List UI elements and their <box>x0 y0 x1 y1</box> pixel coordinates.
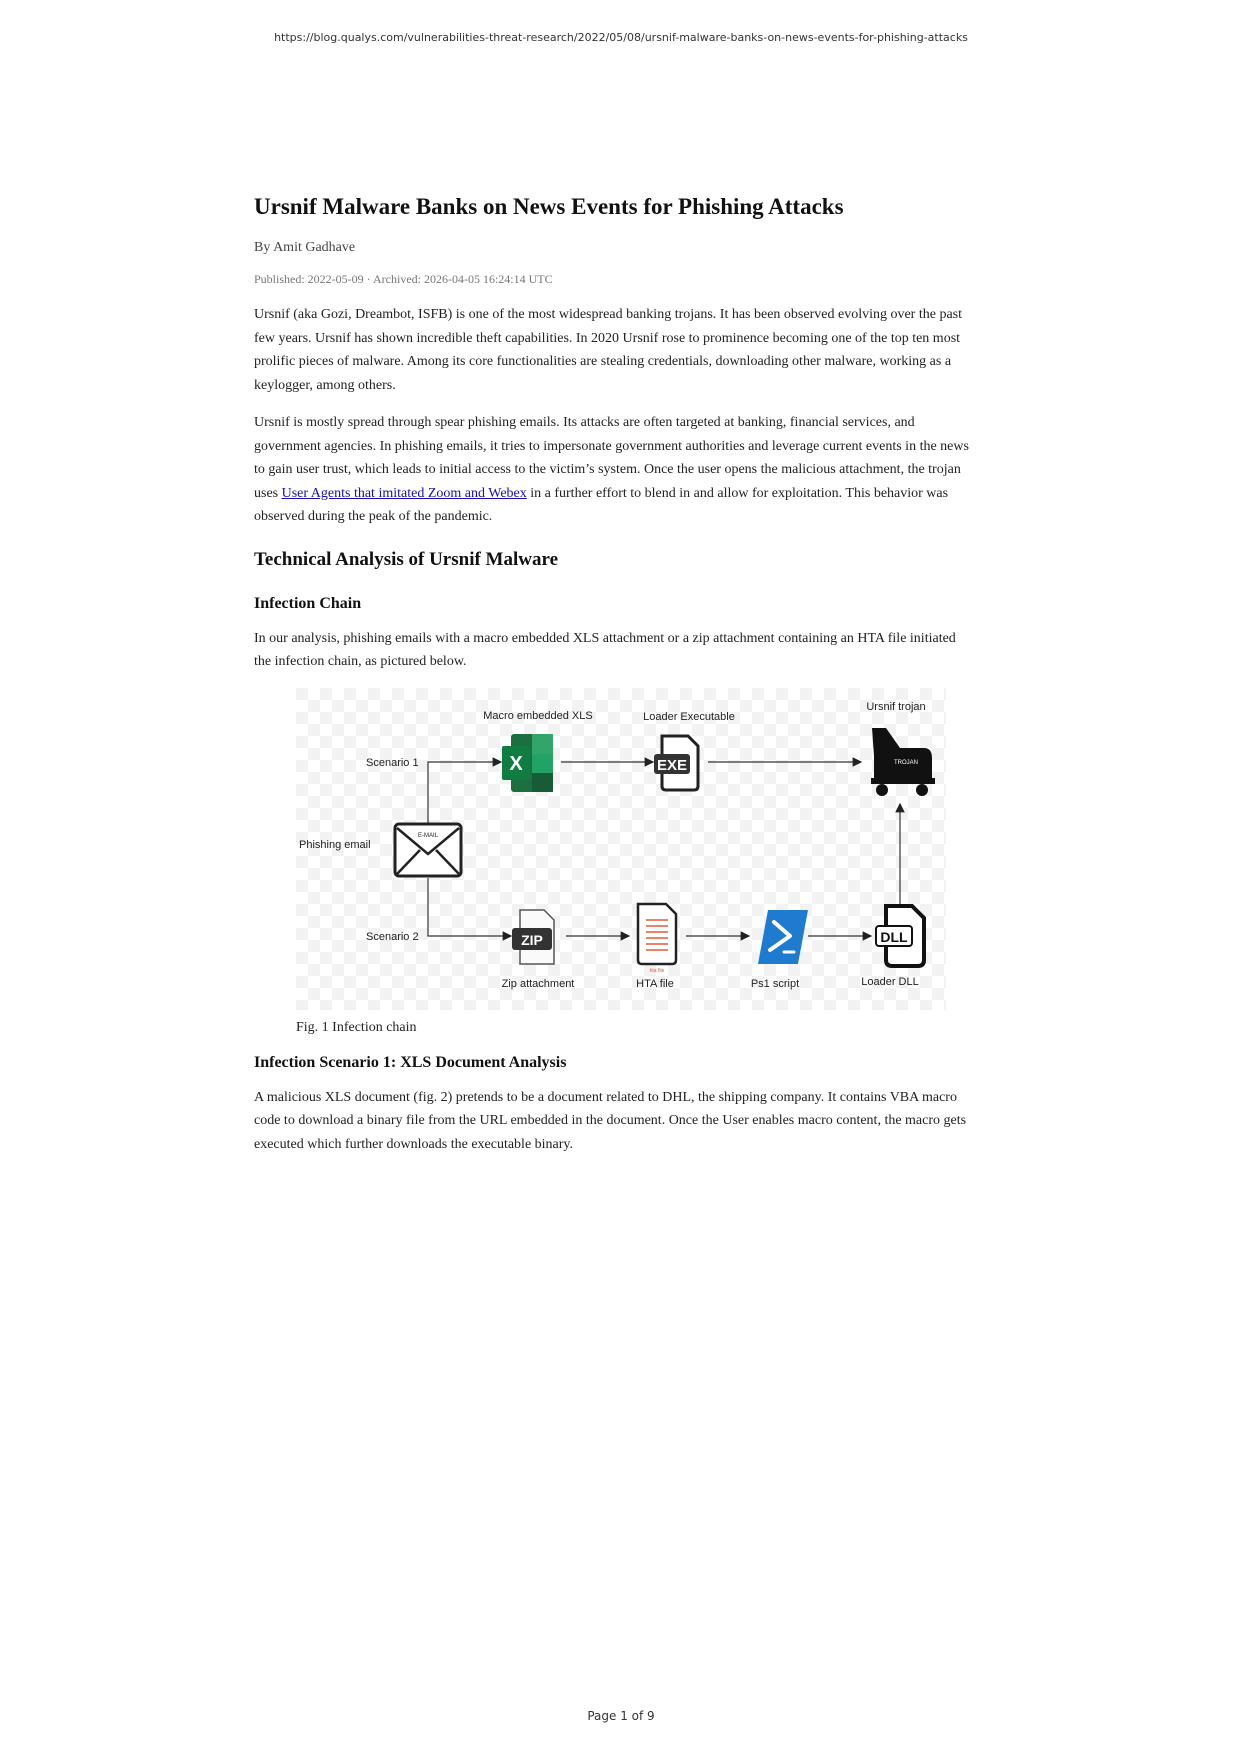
label-scenario-1: Scenario 1 <box>366 756 419 769</box>
label-ps1-script: Ps1 script <box>750 977 800 990</box>
svg-text:X: X <box>509 752 523 775</box>
svg-text:EXE: EXE <box>656 756 688 774</box>
section-heading-technical-analysis: Technical Analysis of Ursnif Malware <box>254 548 559 570</box>
label-loader-exe: Loader Executable <box>643 710 735 723</box>
label-macro-xls: Macro embedded XLS <box>483 709 593 722</box>
svg-text:TROJAN: TROJAN <box>894 759 918 766</box>
label-ursnif-trojan: Ursnif trojan <box>866 700 926 713</box>
subheading-infection-chain: Infection Chain <box>254 594 362 612</box>
hta-file-icon <box>638 904 676 974</box>
label-scenario-2: Scenario 2 <box>366 930 419 943</box>
label-phishing-email: Phishing email <box>299 838 371 851</box>
user-agents-link[interactable]: User Agents that imitated Zoom and Webex <box>281 485 527 501</box>
paragraph-spread-text-2: in a further effort to blend in and allow for exploitation. This behavior was observed during the peak of the pandemic. <box>254 485 949 524</box>
infection-chain-figure <box>296 688 946 1010</box>
label-loader-dll: Loader DLL <box>861 975 919 988</box>
figure-caption: Fig. 1 Infection chain <box>296 1019 417 1035</box>
paragraph-intro: Ursnif (aka Gozi, Dreambot, ISFB) is one of the most widespread banking trojans. It has been observed evolving over the past few years. Ursnif has shown incredible theft capabilities. In 2020 Ursnif rose to prominence becoming one of the top ten most prolific pieces of malware. Among its core functionalities are stealing credentials, downloading other malware, working as a keylogger, among others. <box>254 307 962 393</box>
publish-meta: Published: 2022-05-09 · Archived: 2026-04-05 16:24:14 UTC <box>254 272 553 286</box>
label-hta-file: HTA file <box>636 977 674 990</box>
svg-text:DLL: DLL <box>880 928 908 945</box>
svg-text:hta file: hta file <box>649 967 665 974</box>
article-title: Ursnif Malware Banks on News Events for Phishing Attacks <box>254 194 844 219</box>
svg-text:ZIP: ZIP <box>521 931 543 948</box>
page-number: Page 1 of 9 <box>587 1709 655 1723</box>
byline: By Amit Gadhave <box>254 240 356 255</box>
paragraph-xls-analysis: A malicious XLS document (fig. 2) pretends to be a document related to DHL, the shipping company. It contains VBA macro code to download a binary file from the URL embedded in the document. Once the User enables macro content, the macro gets executed which further downloads the executable binary. <box>254 1089 967 1152</box>
email-envelope-icon <box>395 824 461 876</box>
paragraph-spread-text-1: Ursnif is mostly spread through spear phishing emails. Its attacks are often targeted at banking, financial services, and government agencies. In phishing emails, it tries to impersonate government authorities and leverage current events in the news to gain user trust, which leads to initial access to the victim’s system. Once the user opens the malicious attachment, the trojan uses <box>254 415 969 501</box>
paragraph-spread <box>254 411 974 529</box>
subheading-infection-scenario-1: Infection Scenario 1: XLS Document Analysis <box>254 1053 567 1071</box>
paragraph-infection-chain: In our analysis, phishing emails with a macro embedded XLS attachment or a zip attachment containing an HTA file initiated the infection chain, as pictured below. <box>254 630 956 669</box>
label-zip-attachment: Zip attachment <box>501 977 575 990</box>
svg-text:E-MAIL: E-MAIL <box>417 832 439 839</box>
exe-file-icon <box>654 736 698 790</box>
infection-chain-diagram <box>296 688 946 1010</box>
article <box>254 188 974 1156</box>
source-url: https://blog.qualys.com/vulnerabilities-threat-research/2022/05/08/ursnif-malware-banks-on-news-events-for-phishing-attacks <box>274 31 968 44</box>
